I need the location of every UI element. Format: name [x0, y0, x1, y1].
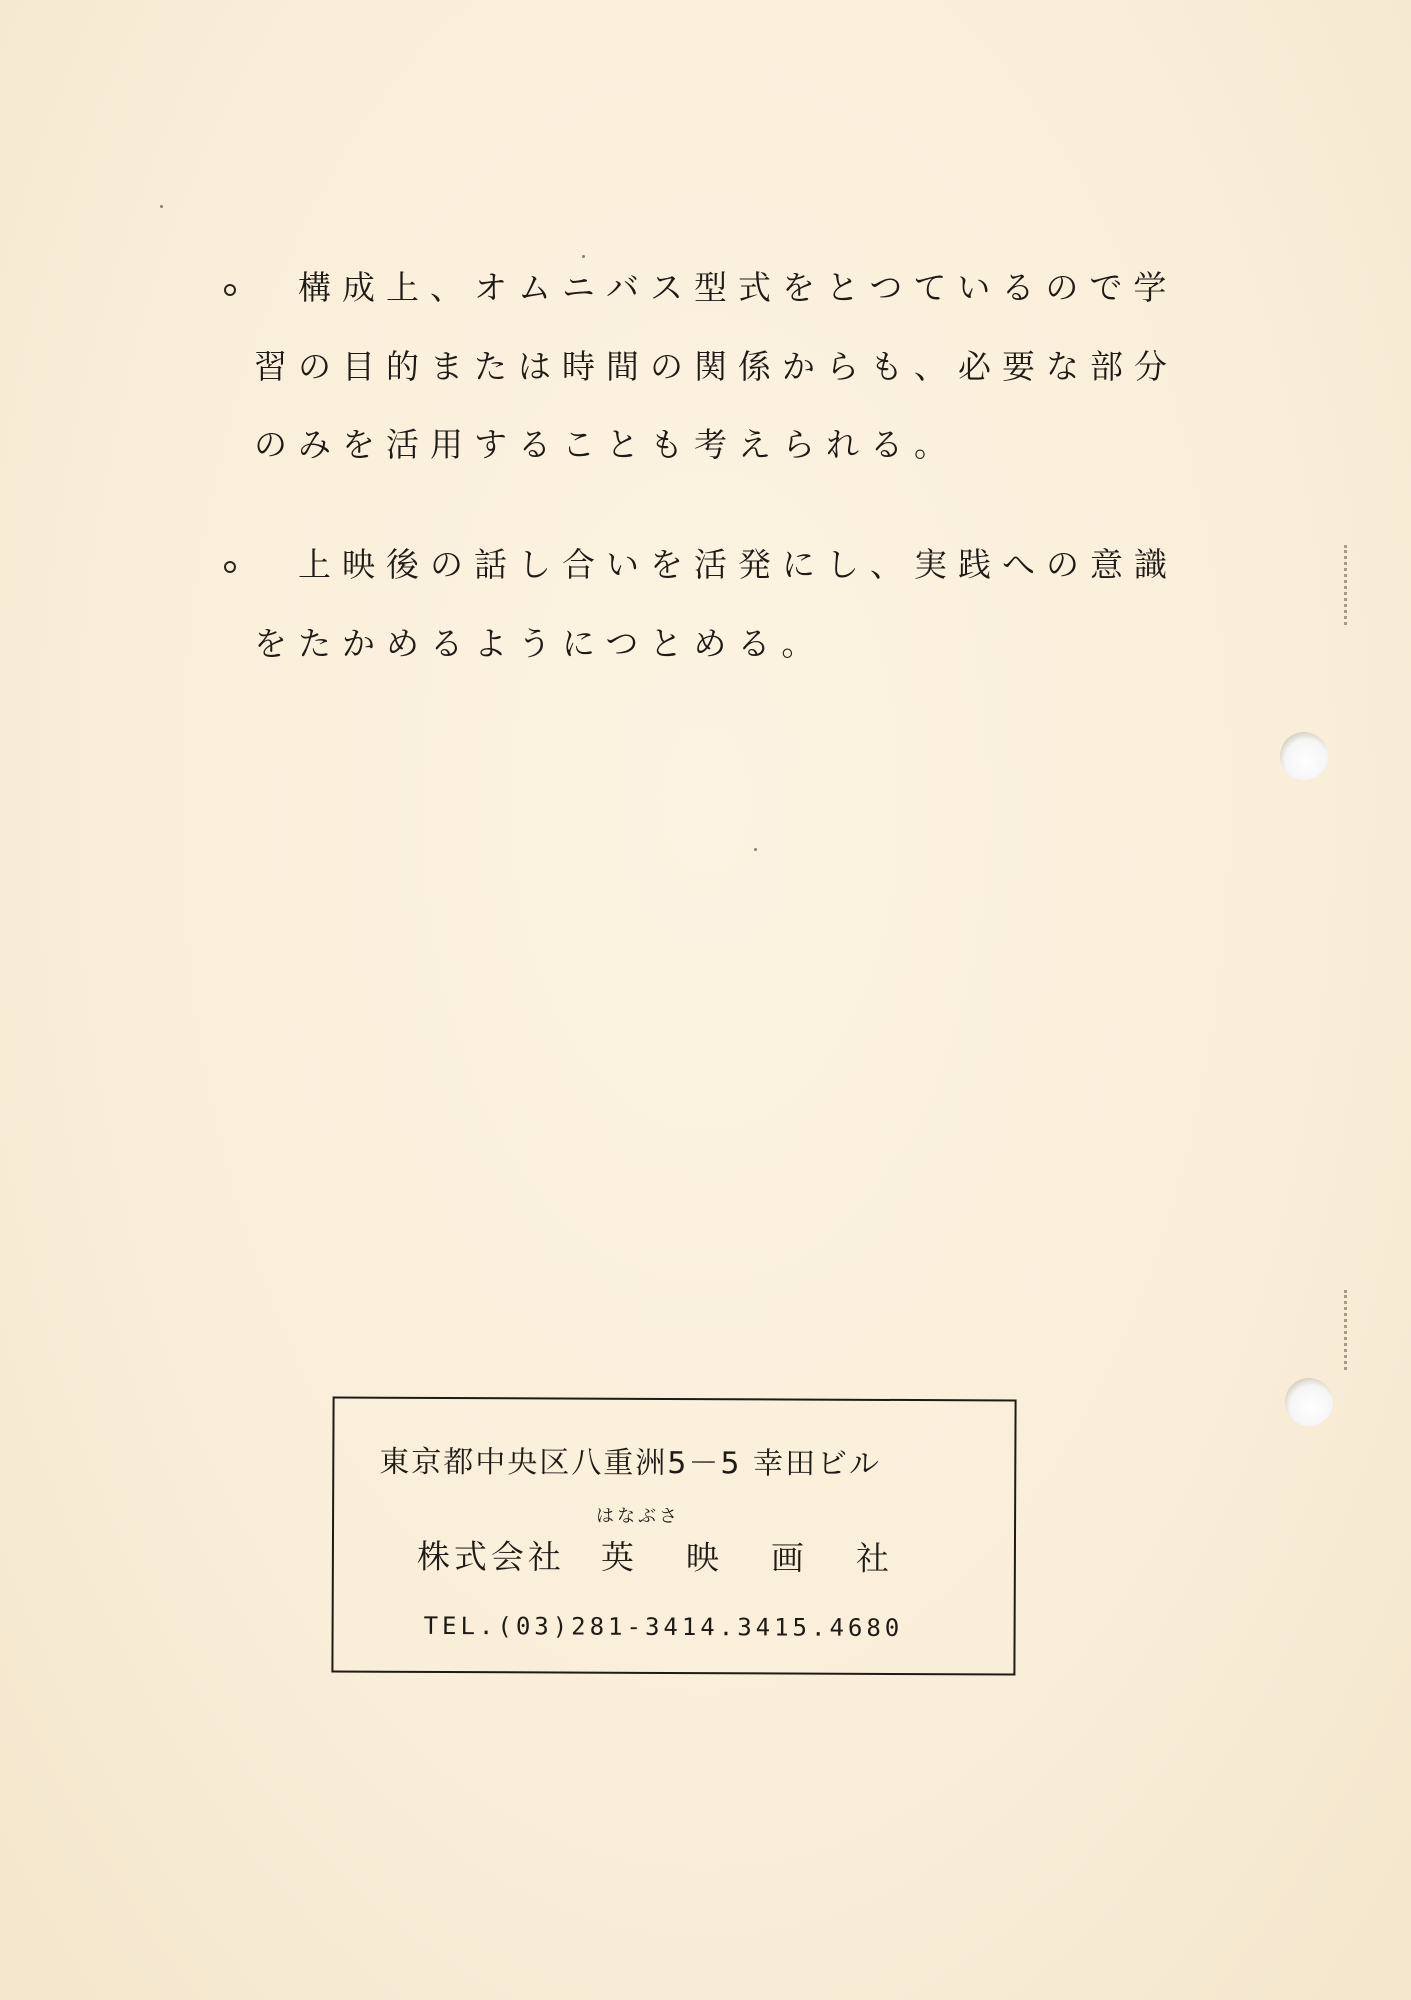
paper-edge-mark [1344, 545, 1357, 625]
bullet-marker-icon [224, 561, 236, 573]
bullet-text-line: をたかめるようにつとめる。 [254, 624, 826, 663]
punch-hole [1280, 732, 1328, 780]
paper-speck [754, 848, 757, 851]
company-type: 株式会社 [416, 1536, 565, 1577]
publisher-company [417, 1531, 941, 1580]
publisher-name-reading: はなぶさ [596, 1505, 681, 1528]
publisher-address: 東京都中央区八重洲5－5 幸田ビル [379, 1444, 882, 1482]
paper-speck [160, 205, 163, 208]
publisher-telephone: TEL.(03)281-3414.3415.4680 [423, 1611, 904, 1643]
punch-hole [1285, 1378, 1333, 1426]
company-name: 英映画社 [600, 1537, 941, 1579]
bullet-marker-icon [224, 284, 236, 296]
bullet-text-line: 習の目的または時間の関係からも、必要な部分 [254, 347, 1178, 386]
bullet-text-line: 構成上、オムニバス型式をとつているので学 [298, 268, 1178, 307]
bullet-text-line: のみを活用することも考えられる。 [254, 425, 958, 464]
publisher-stamp [331, 1397, 1016, 1676]
bullet-text-line: 上映後の話し合いを活発にし、実践への意識 [298, 545, 1178, 584]
paper-edge-mark [1344, 1290, 1357, 1370]
